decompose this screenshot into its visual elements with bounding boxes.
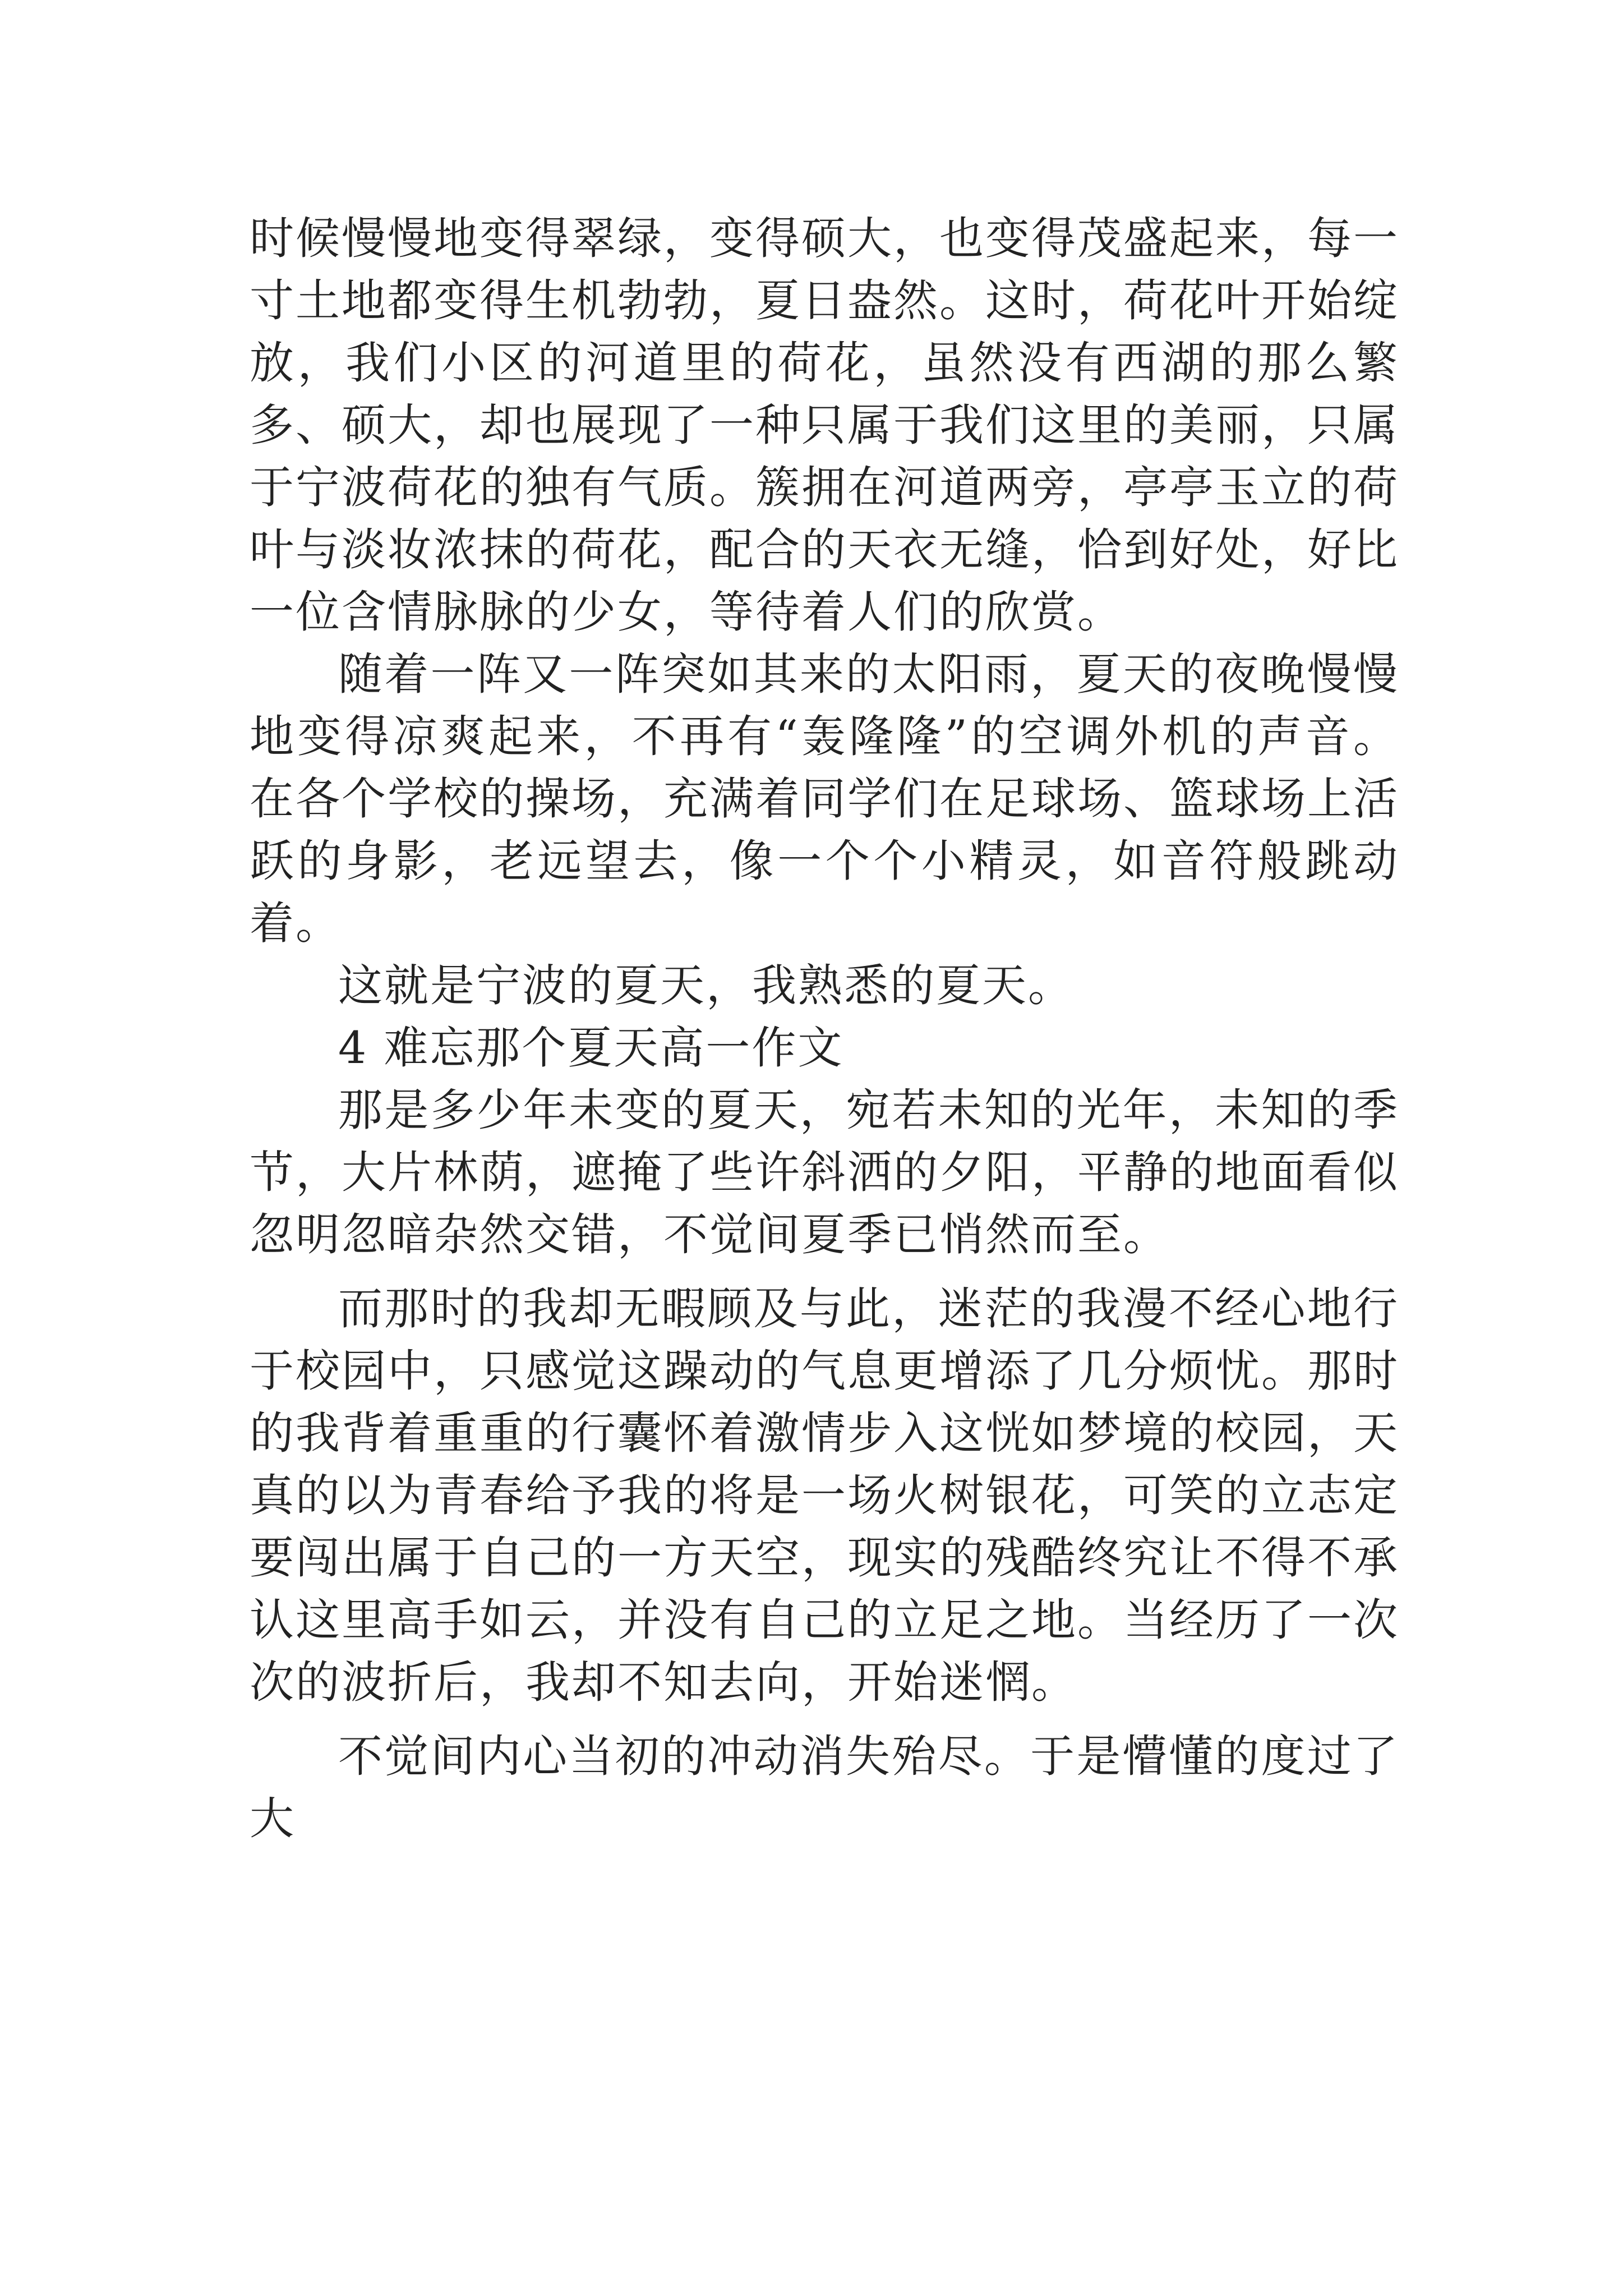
paragraph-1: 时候慢慢地变得翠绿，变得硕大，也变得茂盛起来，每一寸土地都变得生机勃勃，夏日盎然。这时，荷花叶开始绽放，我们小区的河道里的荷花，虽然没有西湖的那么繁多、硕大，却也展现了一种只属于我们这里的美丽，只属于宁波荷花的独有气质。簇拥在河道两旁，亭亭玉立的荷叶与淡妆浓抹的荷花，配合的天衣无缝，恰到好处，好比一位含情脉脉的少女，等待着人们的欣赏。: [250, 213, 1399, 638]
paragraph-6: 不觉间内心当初的冲动消失殆尽。于是懵懂的度过了大: [250, 1731, 1399, 1844]
essay-body: [250, 208, 1399, 1850]
paragraph-2: 随着一阵又一阵突如其来的太阳雨，夏天的夜晚慢慢地变得凉爽起来，不再有“轰隆隆”的空调外机的声音。在各个学校的操场，充满着同学们在足球场、篮球场上活跃的身影，老远望去，像一个个小精灵，如音符般跳动着。: [250, 648, 1399, 949]
paragraph-3: 这就是宁波的夏天，我熟悉的夏天。: [338, 960, 1074, 1011]
section-heading: 4 难忘那个夏天高一作文: [338, 1022, 844, 1074]
paragraph-4: 那是多少年未变的夏天，宛若未知的光年，未知的季节，大片林荫，遮掩了些许斜洒的夕阳，平静的地面看似忽明忽暗杂然交错，不觉间夏季已悄然而至。: [250, 1084, 1399, 1260]
paragraph-5: 而那时的我却无暇顾及与此，迷茫的我漫不经心地行于校园中，只感觉这躁动的气息更增添了几分烦忧。那时的我背着重重的行囊怀着激情步入这恍如梦境的校园，天真的以为青春给予我的将是一场火树银花，可笑的立志定要闯出属于自己的一方天空，现实的残酷终究让不得不承认这里高手如云，并没有自己的立足之地。当经历了一次次的波折后，我却不知去向，开始迷惘。: [250, 1283, 1399, 1708]
